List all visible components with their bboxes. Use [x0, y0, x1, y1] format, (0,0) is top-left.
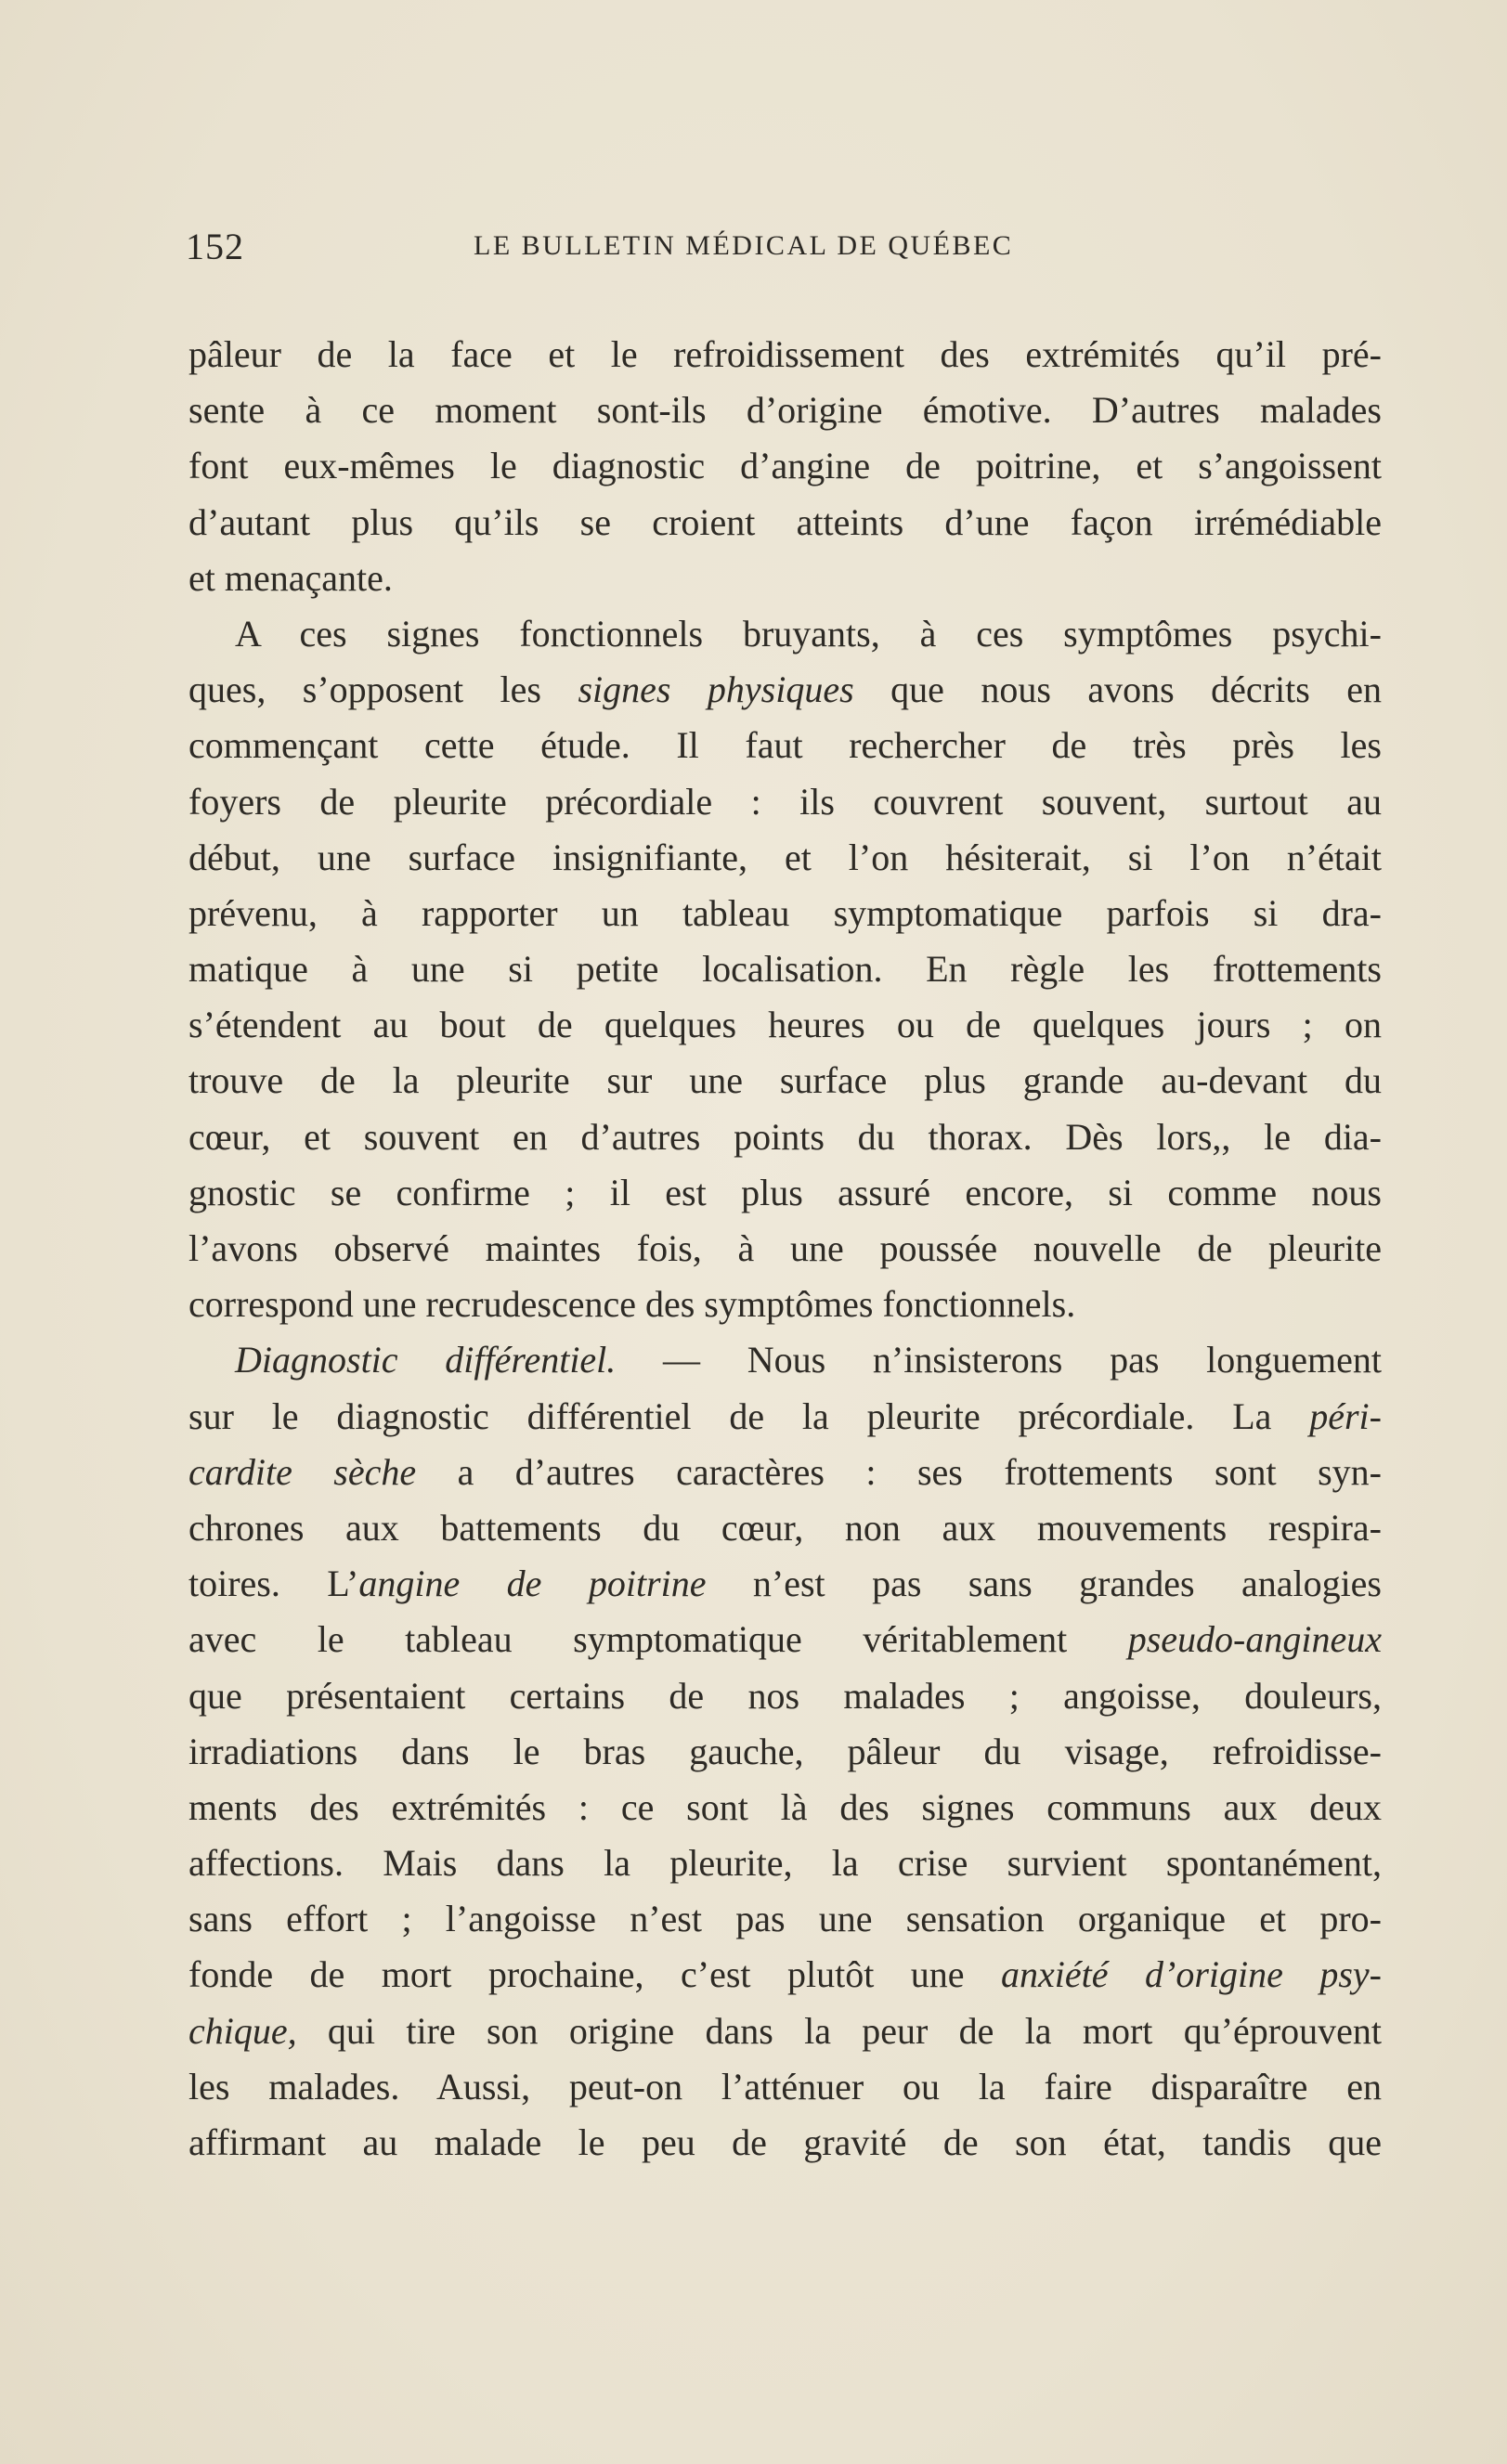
- italic-text: anxiété d’origine psy-: [1001, 1953, 1383, 1996]
- body-text: [188, 327, 1382, 2171]
- text-run: que nous avons décrits en: [853, 668, 1383, 711]
- italic-text: chique,: [188, 2009, 297, 2052]
- text-line: [188, 2115, 1382, 2171]
- text-run: que présentaient certains de nos malades ; angoisse, douleurs,: [188, 1674, 1382, 1717]
- text-line: [188, 551, 1382, 606]
- text-line: [188, 774, 1382, 830]
- text-run: qui tire son origine dans la peur de la mort qu’éprouvent: [296, 2009, 1382, 2052]
- text-line: [188, 1332, 1382, 1388]
- text-run: fonde de mort prochaine, c’est plutôt une: [188, 1953, 1002, 1996]
- text-run: s’étendent au bout de quelques heures ou de quelques jours ; on: [188, 1004, 1382, 1046]
- text-line: [188, 1612, 1382, 1667]
- text-line: [188, 2004, 1382, 2059]
- text-run: A ces signes fonctionnels bruyants, à ces symptômes psychi-: [235, 612, 1382, 655]
- italic-text: cardite sèche: [188, 1450, 417, 1493]
- text-run: commençant cette étude. Il faut rechercher de très près les: [188, 724, 1382, 767]
- text-line: [188, 1053, 1382, 1109]
- text-line: [188, 1556, 1382, 1612]
- text-run: a d’autres caractères : ses frottements sont syn-: [416, 1450, 1382, 1493]
- text-run: n’est pas sans grandes analogies: [706, 1563, 1382, 1605]
- text-run: font eux-mêmes le diagnostic d’angine de poitrine, et s’angoissent: [188, 445, 1382, 487]
- text-line: [188, 1389, 1382, 1445]
- text-line: [188, 1221, 1382, 1277]
- text-run: trouve de la pleurite sur une surface plus grande au-devant du: [188, 1059, 1382, 1102]
- text-line: [188, 383, 1382, 438]
- text-run: affections. Mais dans la pleurite, la crise survient spontanément,: [188, 1842, 1382, 1885]
- italic-text: Diagnostic différentiel.: [235, 1339, 617, 1381]
- text-line: [188, 1500, 1382, 1556]
- text-run: cœur, et souvent en d’autres points du thorax. Dès lors,, le dia-: [188, 1115, 1382, 1158]
- text-run: irradiations dans le bras gauche, pâleur du visage, refroidisse-: [188, 1730, 1382, 1772]
- italic-text: angine de poitrine: [358, 1563, 707, 1605]
- text-run: — Nous n’insisterons pas longuement: [616, 1339, 1382, 1381]
- text-line: [188, 1668, 1382, 1724]
- text-line: [188, 1109, 1382, 1165]
- text-run: affirmant au malade le peu de gravité de son état, tandis que: [188, 2121, 1382, 2163]
- text-line: [188, 1724, 1382, 1780]
- text-line: [188, 941, 1382, 997]
- text-line: [188, 1445, 1382, 1500]
- text-run: matique à une si petite localisation. En règle les frottements: [188, 948, 1382, 991]
- text-run: pâleur de la face et le refroidissement des extrémités qu’il pré-: [188, 333, 1382, 375]
- text-run: sente à ce moment sont-ils d’origine émotive. D’autres malades: [188, 389, 1382, 432]
- text-line: [188, 495, 1382, 551]
- text-run: les malades. Aussi, peut-on l’atténuer ou la faire disparaître en: [188, 2065, 1382, 2107]
- text-line: [188, 662, 1382, 718]
- text-run: ques, s’opposent les: [188, 668, 578, 711]
- text-run: correspond une recrudescence des symptômes fonctionnels.: [188, 1283, 1076, 1326]
- text-line: [188, 1947, 1382, 2003]
- text-line: [188, 718, 1382, 773]
- text-line: [188, 1165, 1382, 1221]
- text-line: [188, 886, 1382, 941]
- text-run: ments des extrémités : ce sont là des signes communs aux deux: [188, 1785, 1382, 1828]
- text-line: [188, 438, 1382, 494]
- text-run: et menaçante.: [188, 556, 393, 599]
- text-run: prévenu, à rapporter un tableau symptomatique parfois si dra-: [188, 891, 1382, 934]
- text-run: sur le diagnostic différentiel de la pleurite précordiale. La: [188, 1394, 1310, 1437]
- text-run: début, une surface insignifiante, et l’on hésiterait, si l’on n’était: [188, 836, 1382, 878]
- text-line: [188, 1891, 1382, 1947]
- text-line: [188, 2059, 1382, 2115]
- text-line: [188, 327, 1382, 383]
- italic-text: péri-: [1309, 1394, 1382, 1437]
- page-header: [186, 225, 1384, 271]
- text-line: [188, 606, 1382, 662]
- text-run: d’autant plus qu’ils se croient atteints d’une façon irrémédiable: [188, 500, 1382, 543]
- text-run: chrones aux battements du cœur, non aux mouvements respira-: [188, 1506, 1382, 1549]
- text-run: foyers de pleurite précordiale : ils couvrent souvent, surtout au: [188, 780, 1382, 823]
- text-line: [188, 1835, 1382, 1891]
- text-line: [188, 1277, 1382, 1332]
- text-line: [188, 997, 1382, 1053]
- text-run: sans effort ; l’angoisse n’est pas une sensation organique et pro-: [188, 1898, 1382, 1940]
- italic-text: signes physiques: [578, 668, 854, 711]
- text-run: avec le tableau symptomatique véritablement: [188, 1618, 1128, 1661]
- text-line: [188, 1780, 1382, 1835]
- text-run: toires. L’: [188, 1563, 359, 1605]
- page-number: 152: [186, 226, 244, 267]
- italic-text: pseudo-angineux: [1127, 1618, 1382, 1661]
- text-run: gnostic se confirme ; il est plus assuré encore, si comme nous: [188, 1171, 1382, 1213]
- text-run: l’avons observé maintes fois, à une poussée nouvelle de pleurite: [188, 1227, 1382, 1269]
- text-line: [188, 830, 1382, 886]
- running-head: LE BULLETIN MÉDICAL DE QUÉBEC: [474, 230, 1014, 261]
